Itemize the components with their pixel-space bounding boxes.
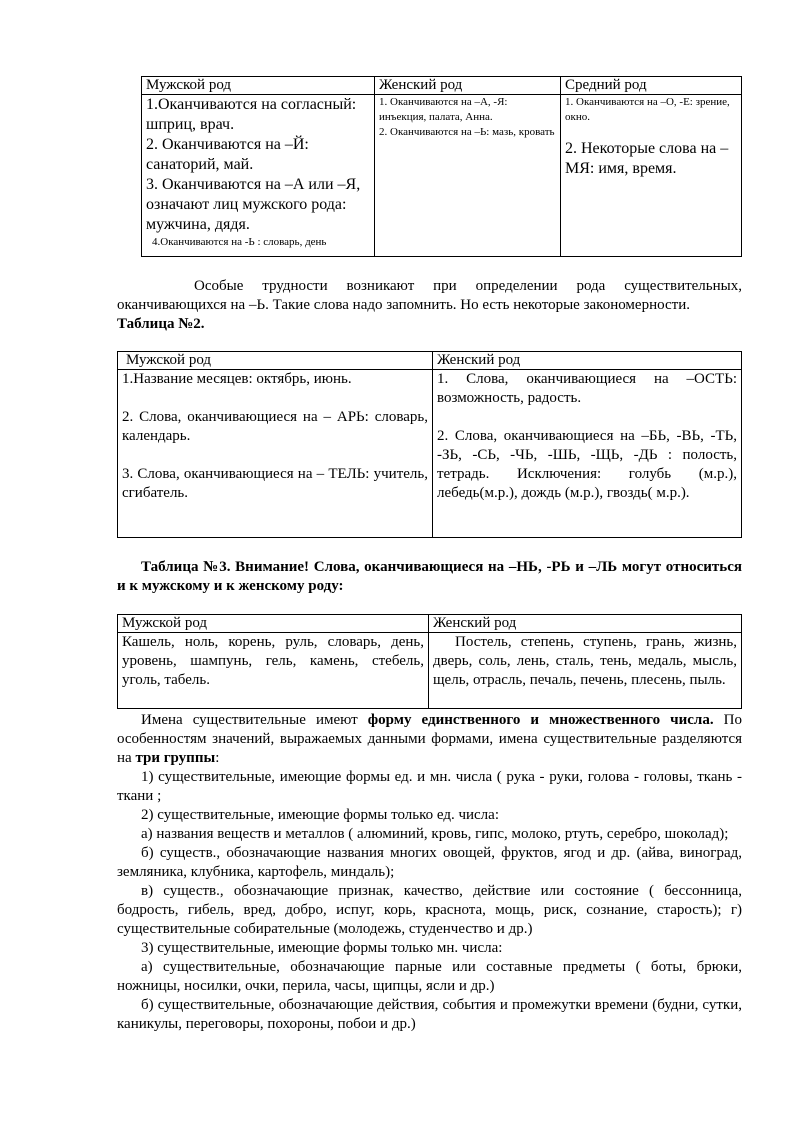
header-female: Женский род <box>375 77 561 95</box>
list-item: а) названия веществ и металлов ( алюминий, кровь, гипс, молоко, ртуть, серебро, шоколад); <box>141 826 729 842</box>
list-item: б) существительные, обозначающие действия, события и промежутки времени (будни, сутки, каникулы, переговоры, похороны, побои и др.) <box>117 997 742 1032</box>
male-cell <box>118 370 433 538</box>
table-row <box>118 370 742 538</box>
header-male: Мужской род <box>118 352 433 370</box>
body-text <box>117 711 742 1034</box>
list-item: а) существительные, обозначающие парные или составные предметы ( боты, брюки, ножницы, носилки, очки, перила, часы, щипцы, ясли и др.) <box>117 959 742 994</box>
table-3-title: Таблица №3. Внимание! Слова, оканчивающиеся на –НЬ, -РЬ и –ЛЬ могут относиться и к мужскому и к женскому роду: <box>117 559 742 594</box>
paragraph <box>117 711 742 768</box>
list-item: 1.Название месяцев: октябрь, июнь. <box>122 371 352 387</box>
gender-table-1 <box>141 76 742 257</box>
female-cell <box>375 95 561 257</box>
paragraph-text: Особые трудности возникают при определении рода существительных, оканчивающихся на –Ь. Такие слова надо запомнить. Но есть некоторые закономерности. <box>117 278 742 313</box>
list-item: 1. Оканчиваются на –А, -Я: инъекция, палата, Анна. <box>379 96 508 123</box>
list-item: 3) существительные, имеющие формы только мн. числа: <box>141 940 503 956</box>
table-header-row <box>118 352 742 370</box>
list-item: 4.Оканчиваются на -Ь : словарь, день <box>152 236 327 248</box>
table-header-row <box>118 615 742 633</box>
list-item: б) существ., обозначающие названия многих овощей, фруктов, ягод и др. (айва, виноград, земляника, клубника, картофель, миндаль); <box>117 845 742 880</box>
text-run: Имена существительные имеют <box>141 712 368 728</box>
text-run: : <box>215 750 220 766</box>
list-item: 2. Оканчиваются на –Ь: мазь, кровать <box>379 126 555 138</box>
list-item: 2) существительные, имеющие формы только ед. числа: <box>141 807 499 823</box>
male-cell <box>142 95 375 257</box>
text-run-bold: форму единственного и множественного числа. <box>367 712 714 728</box>
gender-table-3 <box>117 614 742 709</box>
header-neuter: Средний род <box>561 77 742 95</box>
list-item: 2. Оканчиваются на –Й: санаторий, май. <box>146 136 309 173</box>
header-male: Мужской род <box>142 77 375 95</box>
list-item: 2. Некоторые слова на –МЯ: имя, время. <box>565 140 729 177</box>
header-female: Женский род <box>433 352 742 370</box>
female-cell: Постель, степень, ступень, грань, жизнь, дверь, соль, лень, сталь, тень, медаль, мысль, щель, отрасль, печаль, печень, плесень, пыль. <box>429 633 742 709</box>
list-item: 1. Оканчиваются на –О, -Е: зрение, окно. <box>565 96 730 123</box>
neuter-cell <box>561 95 742 257</box>
list-item: 1) существительные, имеющие формы ед. и мн. числа ( рука - руки, голова - головы, ткань - ткани ; <box>117 769 742 804</box>
text-run: По особенностям значений, выражаемых данными формами, имена существительные разделяются на <box>117 712 742 766</box>
list-item: 1. Слова, оканчивающиеся на –ОСТЬ: возможность, радость. <box>437 371 737 406</box>
list-item: в) существ., обозначающие признак, качество, действие или состояние ( бессонница, бодрость, гибель, вред, добро, испуг, корь, краснота, мощь, риск, сознание, старость); г) существительные собирательные (молодежь, студенчество и др.) <box>117 883 742 937</box>
paragraph <box>117 277 742 334</box>
gender-table-2 <box>117 351 742 538</box>
female-cell <box>433 370 742 538</box>
table-row <box>118 633 742 709</box>
text-run-bold: три группы <box>135 750 216 766</box>
table-header-row <box>142 77 742 95</box>
table-2-title: Таблица №2. <box>117 316 205 332</box>
list-item: 2. Слова, оканчивающиеся на – АРЬ: словарь, календарь. <box>122 409 428 444</box>
male-cell: Кашель, ноль, корень, руль, словарь, день, уровень, шампунь, гель, камень, стебель, уголь, табель. <box>118 633 429 709</box>
list-item: 2. Слова, оканчивающиеся на –БЬ, -ВЬ, -ТЬ, -ЗЬ, -СЬ, -ЧЬ, -ШЬ, -ЩЬ, -ДЬ : полость, тетрадь. Исключения: голубь (м.р.), лебедь(м.р.), дождь (м.р.), гвоздь( м.р.). <box>437 428 737 501</box>
list-item: 3. Слова, оканчивающиеся на – ТЕЛЬ: учитель, сгибатель. <box>122 466 428 501</box>
table-row <box>142 95 742 257</box>
header-female: Женский род <box>429 615 742 633</box>
header-male: Мужской род <box>118 615 429 633</box>
list-item: 3. Оканчиваются на –А или –Я, означают лиц мужского рода: мужчина, дядя. <box>146 176 361 233</box>
list-item: 1.Оканчиваются на согласный: шприц, врач. <box>146 96 357 133</box>
